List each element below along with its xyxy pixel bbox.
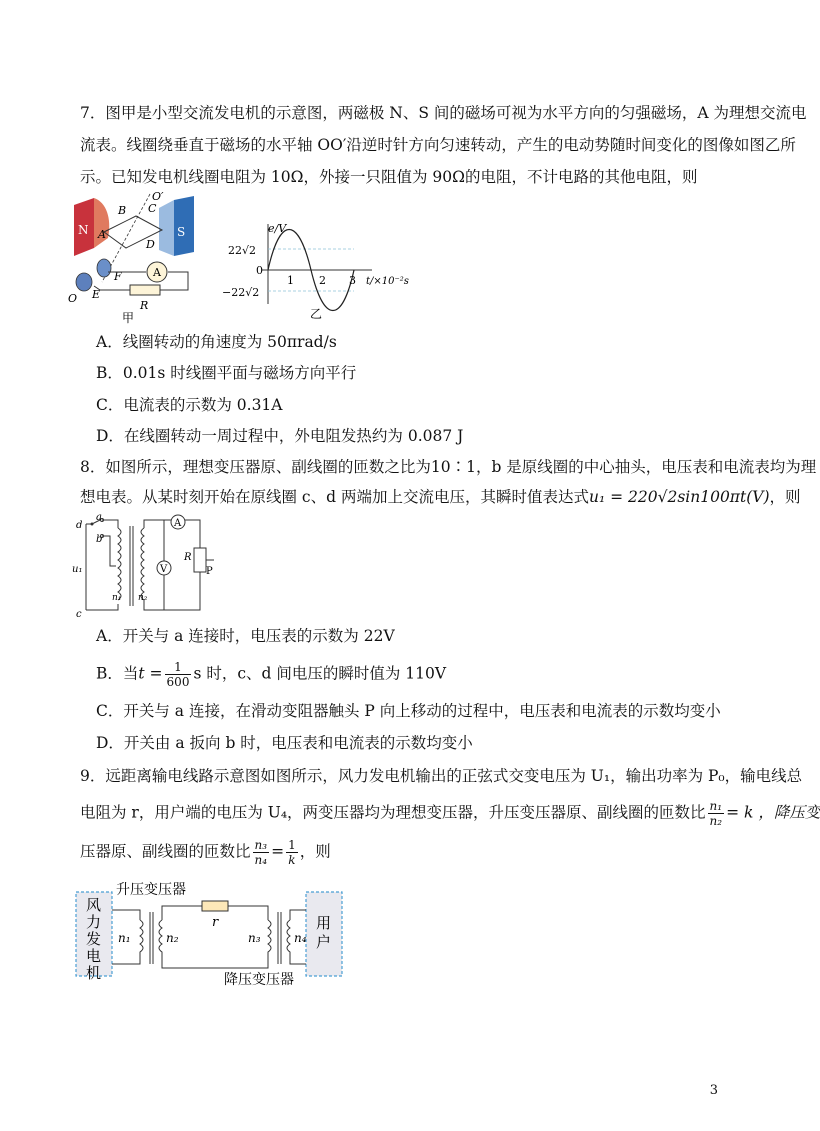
tick-2: 2 xyxy=(319,274,326,287)
svg-text:n₃: n₃ xyxy=(248,931,261,945)
svg-text:力: 力 xyxy=(86,913,102,931)
step-up-primary xyxy=(140,920,143,954)
q8-option-c: C．开关与 a 连接，在滑动变阻器触头 P 向上移动的过程中，电压表和电流表的示数均变小 xyxy=(96,702,721,720)
q7-option-d: D．在线圈转动一周过程中，外电阻发热约为 0.087 J xyxy=(96,427,464,445)
svg-text:用: 用 xyxy=(316,914,332,932)
svg-text:n₄: n₄ xyxy=(294,931,307,945)
primary-coil xyxy=(118,528,121,600)
step-down-secondary xyxy=(287,920,290,954)
svg-text:n₂: n₂ xyxy=(166,931,179,945)
svg-text:R: R xyxy=(140,299,149,312)
caption-jia: 甲 xyxy=(122,311,135,325)
q9-text-line-3: 压器原、副线圈的匝数比 $\frac{\text{n₃}}{\text{n₄}}$ = $\frac{1}{k}$ ，则 xyxy=(80,838,331,867)
q8-formula: u₁ = 220√2sin100πt(V) xyxy=(588,488,770,506)
caption-yi: 乙 xyxy=(310,307,323,321)
line-resistance-r xyxy=(202,901,228,911)
svg-text:R: R xyxy=(184,552,192,563)
svg-text:机: 机 xyxy=(86,964,102,982)
q8-text-line-2: 想电表。从某时刻开始在原线圈 c、d 两端加上交流电压，其瞬时值表达式u₁ = 220√2sin100πt(V)，则 xyxy=(80,488,801,506)
tick-3: 3 xyxy=(349,274,356,287)
page-number: 3 xyxy=(709,1083,718,1098)
q9-fraction-n1-n2: $\frac{\text{n₁}}{\text{n₂}}$ xyxy=(709,799,723,828)
label-n: N xyxy=(78,223,89,237)
y-max-label: 22√2 xyxy=(228,244,257,257)
q8-text-line-1: 8．如图所示，理想变压器原、副线圈的匝数之比为10∶1，b 是原线圈的中心抽头，电压表和电流表均为理 xyxy=(80,458,817,476)
svg-text:n₂: n₂ xyxy=(138,593,148,603)
q7-option-c: C．电流表的示数为 0.31A xyxy=(96,396,283,414)
x-label: t/×10⁻²s xyxy=(366,276,409,287)
q7-figure-yi xyxy=(222,222,422,322)
q7-text-line-2: 流表。线圈绕垂直于磁场的水平轴 OO′沿逆时针方向匀速转动，产生的电动势随时间变化的图像如图乙所 xyxy=(80,136,796,154)
svg-text:A: A xyxy=(98,228,106,241)
label-step-up: 升压变压器 xyxy=(116,882,186,898)
svg-text:B: B xyxy=(118,204,127,217)
q9-figure xyxy=(74,880,354,986)
svg-text:电: 电 xyxy=(86,947,102,965)
step-up-secondary xyxy=(159,920,162,954)
q7-figure-jia xyxy=(64,190,224,325)
svg-text:b: b xyxy=(96,534,103,545)
svg-text:u₁: u₁ xyxy=(72,564,83,575)
svg-text:c: c xyxy=(76,609,82,620)
y-label: e/V xyxy=(268,222,287,235)
svg-text:n₁: n₁ xyxy=(112,593,122,603)
q7-text-line-1: 7．图甲是小型交流发电机的示意图，两磁极 N、S 间的磁场可视为水平方向的匀强磁场，A 为理想交流电 xyxy=(80,104,807,122)
svg-text:发: 发 xyxy=(86,930,102,948)
q8-option-b: B．当t = $\frac{1}{600}$ s 时，c、d 间电压的瞬时值为 110V xyxy=(96,660,447,689)
tick-1: 1 xyxy=(287,274,294,287)
q9-fraction-n3-n4: $\frac{\text{n₃}}{\text{n₄}}$ xyxy=(254,838,268,867)
svg-text:n₁: n₁ xyxy=(118,931,131,945)
svg-text:E: E xyxy=(92,288,101,301)
slip-ring xyxy=(97,259,111,277)
q7-text-line-3: 示。已知发电机线圈电阻为 10Ω，外接一只阻值为 90Ω的电阻，不计电路的其他电阻，则 xyxy=(80,168,698,186)
q9-fraction-1-k: $\frac{1}{k}$ xyxy=(288,838,296,867)
svg-text:风: 风 xyxy=(86,896,102,914)
q8-option-b-fraction: $\frac{1}{600}$ xyxy=(166,660,190,689)
svg-text:C: C xyxy=(148,202,157,215)
svg-text:V: V xyxy=(160,564,168,575)
svg-text:F: F xyxy=(114,270,122,283)
q7-option-a: A．线圈转动的角速度为 50πrad/s xyxy=(96,333,337,351)
svg-text:A: A xyxy=(153,266,161,279)
resistor-r xyxy=(130,285,160,295)
svg-text:O: O xyxy=(68,292,78,305)
rheostat xyxy=(194,548,206,572)
svg-text:r: r xyxy=(212,915,219,930)
svg-text:O′: O′ xyxy=(152,190,164,203)
label-s: S xyxy=(177,225,186,239)
step-down-primary xyxy=(268,920,271,954)
y-min-label: −22√2 xyxy=(222,286,260,299)
svg-text:d: d xyxy=(76,520,83,531)
svg-text:户: 户 xyxy=(316,933,332,951)
label-step-down: 降压变压器 xyxy=(224,972,294,988)
svg-text:P: P xyxy=(206,566,213,577)
svg-text:0: 0 xyxy=(256,264,263,277)
svg-text:D: D xyxy=(146,238,155,251)
q8-figure xyxy=(72,512,217,620)
q7-option-b: B．0.01s 时线圈平面与磁场方向平行 xyxy=(96,364,357,382)
svg-text:A: A xyxy=(174,518,182,529)
q8-option-d: D．开关由 a 扳向 b 时，电压表和电流表的示数均变小 xyxy=(96,734,473,752)
q8-option-a: A．开关与 a 连接时，电压表的示数为 22V xyxy=(96,627,395,645)
svg-text:a: a xyxy=(96,512,102,523)
q9-text-line-1: 9．远距离输电线路示意图如图所示，风力发电机输出的正弦式交变电压为 U₁，输出功率为 P₀，输电线总 xyxy=(80,767,803,785)
q9-text-line-2: 电阻为 r，用户端的电压为 U₄，两变压器均为理想变压器，升压变压器原、副线圈的匝数比 $\frac{\text{n₁}}{\text{n₂}}$ = k ，降压变 xyxy=(80,799,820,828)
secondary-coil xyxy=(141,528,144,600)
